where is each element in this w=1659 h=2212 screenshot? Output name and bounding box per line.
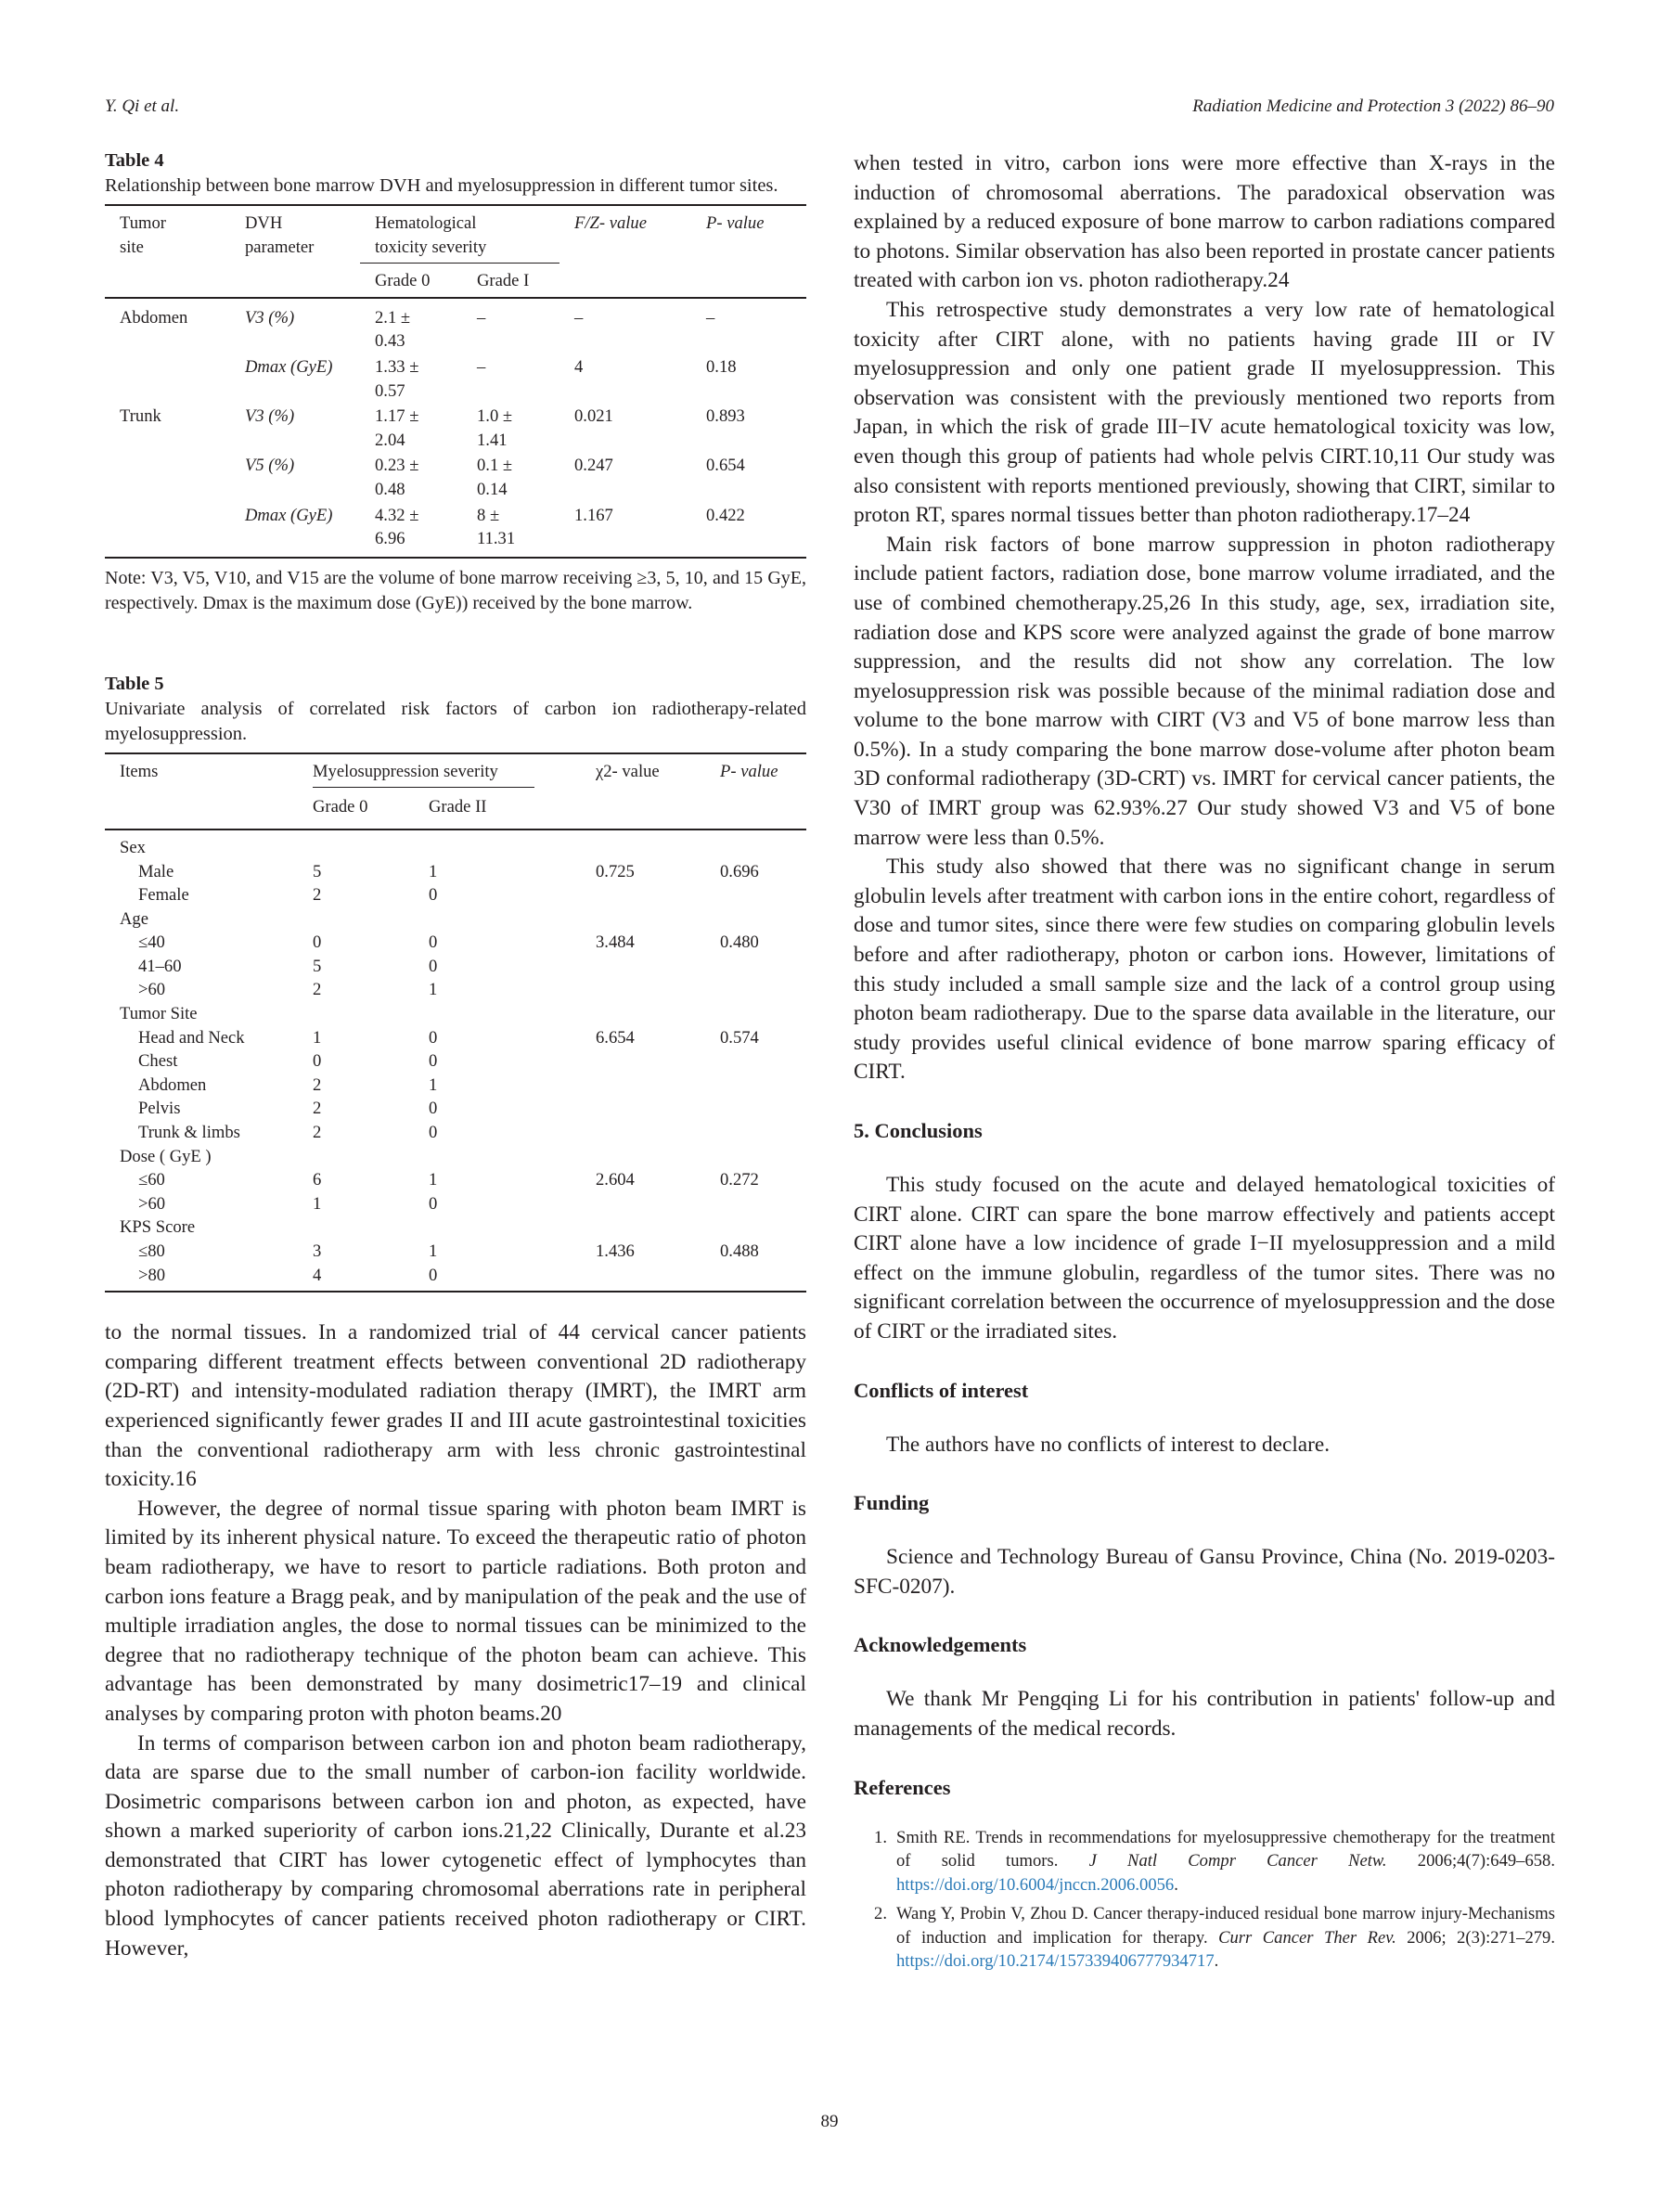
table4-cell-param: V5 (%) bbox=[245, 456, 295, 476]
reference-number: 1. bbox=[874, 1827, 887, 1847]
table4 bbox=[105, 204, 806, 559]
table-row bbox=[105, 1145, 806, 1169]
table5-cell-chi: 3.484 bbox=[596, 932, 635, 953]
table5-cell-grade0: 2 bbox=[313, 1074, 322, 1095]
table-row bbox=[105, 1215, 806, 1240]
table5-cell-grade2: 0 bbox=[429, 885, 438, 906]
table5-cell-grade2: 1 bbox=[429, 1241, 438, 1261]
table4-header-grade1: Grade I bbox=[477, 271, 530, 291]
reference-citation: 2006; 2(3):271–279. bbox=[1395, 1927, 1555, 1948]
table4-cell-param: V3 (%) bbox=[245, 307, 295, 328]
conflicts-text bbox=[854, 1431, 1555, 1460]
table5-cell-grade0 bbox=[298, 830, 414, 860]
table5-cell-grade2 bbox=[414, 1002, 581, 1026]
table5-cell-chi bbox=[581, 1097, 705, 1121]
table4-cell-p: – bbox=[706, 307, 715, 328]
table5-cell-grade2: 0 bbox=[429, 1027, 438, 1048]
table-row bbox=[105, 1168, 806, 1192]
table5-cell-item: Tumor Site bbox=[120, 1004, 198, 1024]
table5-caption-text: Univariate analysis of correlated risk factors of carbon ion radiotherapy-related myelosuppression. bbox=[105, 698, 806, 744]
table5-cell-item: Pelvis bbox=[138, 1099, 181, 1119]
table5-cell-item: Dose ( GyE ) bbox=[120, 1146, 212, 1166]
paragraph: when tested in vitro, carbon ions were more effective than X-rays in the induction of chromosomal aberrations. The paradoxical observation was explained by a reduced exposure of bone marrow to carbon radiations compared to photons. Similar observation has also been reported in prostate cancer patients treated with carbon ion vs. photon radiotherapy.24 bbox=[854, 151, 1555, 293]
table4-cell-grade0: 1.33 ± 0.57 bbox=[375, 356, 419, 401]
table5-cell-p: 0.272 bbox=[720, 1170, 759, 1190]
reference-journal: J Natl Compr Cancer Netw. bbox=[1088, 1851, 1387, 1871]
table4-cell-fz: – bbox=[574, 307, 584, 328]
table5-cell-chi bbox=[581, 1002, 705, 1026]
table-row bbox=[105, 907, 806, 932]
table-row bbox=[105, 978, 806, 1002]
table5-cell-chi bbox=[581, 830, 705, 860]
table5-cell-grade2: 0 bbox=[429, 1051, 438, 1072]
table4-cell-grade0: 1.17 ± 2.04 bbox=[375, 406, 419, 450]
table5-cell-grade0 bbox=[298, 907, 414, 932]
table5-cell-item: Age bbox=[120, 908, 148, 929]
table5-cell-p: 0.488 bbox=[720, 1241, 759, 1261]
paragraph: We thank Mr Pengqing Li for his contribution in patients' follow-up and managements of the medical records. bbox=[854, 1687, 1555, 1741]
table-row bbox=[105, 298, 806, 354]
table5-cell-grade2 bbox=[414, 1215, 581, 1240]
reference-text bbox=[896, 1902, 1555, 1974]
paragraph: In terms of comparison between carbon ion and photon beam radiotherapy, data are sparse due to the small number of carbon-ion facility worldwide. Dosimetric comparisons between carbon ion and photon, as expected, have shown a marked superiority of carbon ions.21,22 Clinically, Durante et al.23 demonstrated that CIRT has lower cytogenetic effect of lymphocytes than photon radiotherapy by comparing chromosomal aberrations rate in peripheral blood lymphocytes of cancer patients received photon radiotherapy or CIRT. However, bbox=[105, 1730, 806, 1961]
conclusions-text bbox=[854, 1171, 1555, 1347]
table5-cell-chi: 6.654 bbox=[596, 1027, 635, 1048]
section-heading-references: References bbox=[854, 1775, 951, 1799]
table5-cell-p bbox=[705, 1002, 806, 1026]
section-heading-conclusions: 5. Conclusions bbox=[854, 1119, 983, 1142]
table-row bbox=[105, 1074, 806, 1098]
paragraph: However, the degree of normal tissue sparing with photon beam IMRT is limited by its inherent physical nature. To exceed the therapeutic ratio of photon beam radiotherapy, we have to resort to particle radiations. Both proton and carbon ions feature a Bragg peak, and by manipulation of the peak and the use of multiple irradiation angles, the dose to normal tissues can be minimized to the degree that no radiotherapy technique of the photon beam can achieve. This advantage has been demonstrated by many dosimetric17–19 and clinical analyses by comparing proton with photon beams.20 bbox=[105, 1496, 806, 1726]
table5-cell-grade2: 1 bbox=[429, 1074, 438, 1095]
reference-doi-link[interactable]: https://doi.org/10.2174/157339406777934717 bbox=[896, 1951, 1215, 1972]
table5-cell-item: Trunk & limbs bbox=[138, 1123, 240, 1143]
table5-cell-grade2: 1 bbox=[429, 861, 438, 881]
table5-cell-chi bbox=[581, 883, 705, 907]
running-header-authors: Y. Qi et al. bbox=[105, 96, 180, 116]
table5-header-chi: χ2- value bbox=[581, 753, 705, 830]
table-row bbox=[105, 1121, 806, 1145]
paragraph: Main risk factors of bone marrow suppression in photon radiotherapy include patient factors, radiation dose, bone marrow volume irradiated, and the use of combined chemotherapy.25,26 In this study, age, sex, irradiation site, radiation dose and KPS score were analyzed against the grade of bone marrow suppression, and the results did not show any correlation. The low myelosuppression risk was possible because of the minimal radiation dose and volume to the bone marrow with CIRT (V3 and V5 of bone marrow less than 0.5%). In a study comparing the bone marrow dose-volume after photon beam 3D conformal radiotherapy (3D-CRT) vs. IMRT for cervical cancer patients, the V30 of IMRT group was 62.93%.27 Our study showed V3 and V5 of bone marrow were less than 0.5%. bbox=[854, 532, 1555, 850]
table5-cell-grade0: 2 bbox=[313, 1099, 322, 1119]
table5-cell-grade0: 5 bbox=[313, 956, 322, 976]
funding-text bbox=[854, 1543, 1555, 1601]
table-row bbox=[105, 1264, 806, 1292]
table5-cell-item: Male bbox=[138, 861, 174, 881]
table5-cell-grade0: 2 bbox=[313, 885, 322, 906]
table4-cell-grade1: 8 ± 11.31 bbox=[477, 505, 516, 549]
table5-cell-p bbox=[705, 1215, 806, 1240]
table5-cell-grade2: 1 bbox=[429, 980, 438, 1000]
table5-header-grade0: Grade 0 bbox=[313, 797, 368, 817]
table5-cell-grade2: 1 bbox=[429, 1170, 438, 1190]
table5-cell-chi bbox=[581, 1074, 705, 1098]
table5-cell-item: >60 bbox=[138, 1193, 166, 1214]
right-column bbox=[854, 148, 1555, 1979]
table5-cell-grade0: 5 bbox=[313, 861, 322, 881]
reference-body: Wang Y, Probin V, Zhou D. Cancer therapy-induced residual bone marrow injury-Mechanisms of induction and implication for therapy. bbox=[896, 1904, 1555, 1948]
section-heading-conflicts: Conflicts of interest bbox=[854, 1378, 1029, 1402]
table5-cell-grade0: 6 bbox=[313, 1170, 322, 1190]
reference-body: Smith RE. Trends in recommendations for myelosuppressive chemotherapy for the treatment of solid tumors. bbox=[896, 1827, 1555, 1871]
table5 bbox=[105, 752, 806, 1292]
table-row bbox=[105, 1097, 806, 1121]
table4-header-hematological: Hematological toxicity severity bbox=[375, 213, 487, 257]
table5-cell-grade0: 4 bbox=[313, 1265, 322, 1285]
table4-cell-site bbox=[105, 453, 230, 502]
table4-cell-grade1: 0.1 ± 0.14 bbox=[477, 456, 513, 499]
section-heading-acknowledgements: Acknowledgements bbox=[854, 1633, 1027, 1657]
table5-cell-p bbox=[705, 1145, 806, 1169]
table5-cell-grade0 bbox=[298, 1215, 414, 1240]
table5-cell-grade2: 0 bbox=[429, 1193, 438, 1214]
table5-cell-p bbox=[705, 955, 806, 979]
table5-cell-grade2: 0 bbox=[429, 1099, 438, 1119]
table5-header-p: P- value bbox=[705, 753, 806, 830]
table5-cell-item: Head and Neck bbox=[138, 1027, 245, 1048]
table-row bbox=[105, 1002, 806, 1026]
table-row bbox=[105, 830, 806, 860]
table4-header-tumor-site: Tumor site bbox=[120, 213, 166, 257]
table5-cell-p bbox=[705, 830, 806, 860]
table5-cell-grade2: 0 bbox=[429, 932, 438, 953]
table-row bbox=[105, 404, 806, 453]
table4-cell-p: 0.422 bbox=[706, 505, 745, 525]
table-row bbox=[105, 1049, 806, 1074]
table5-cell-grade0: 3 bbox=[313, 1241, 322, 1261]
paragraph: This retrospective study demonstrates a very low rate of hematological toxicity after CIRT alone, with no patients having grade III or IV myelosuppression and only one patient grade II myelosuppression. This observation was consistent with the previously mentioned two reports from Japan, in which the risk of grade III−IV acute hematological toxicity was low, even though this group of patients had whole pelvis CIRT.10,11 Our study was also consistent with reports mentioned previously, showing that CIRT, similar to proton RT, spares normal tissues better than photon radiotherapy.17–24 bbox=[854, 297, 1555, 528]
table5-cell-grade2: 0 bbox=[429, 1265, 438, 1285]
table5-cell-grade0 bbox=[298, 1002, 414, 1026]
paragraph: This study also showed that there was no significant change in serum globulin levels after treatment with carbon ions in the entire cohort, regardless of dose and tumor sites, since there were few studies on comparing globulin levels before and after radiotherapy, photon or carbon ions. However, limitations of this study included a small sample size and the lack of a control group using photon beam radiotherapy. Due to the sparse data available in the literature, our study provides useful clinical evidence of bone marrow sparing efficacy of CIRT. bbox=[854, 855, 1555, 1085]
table5-cell-item: Chest bbox=[138, 1051, 178, 1072]
table5-cell-item: Abdomen bbox=[138, 1074, 207, 1095]
table5-cell-chi bbox=[581, 1192, 705, 1216]
table4-note: Note: V3, V5, V10, and V15 are the volume of bone marrow receiving ≥3, 5, 10, and 15 GyE, respectively. Dmax is the maximum dose (GyE)) received by the bone marrow. bbox=[105, 567, 806, 613]
reference-journal: Curr Cancer Ther Rev. bbox=[1218, 1927, 1396, 1948]
table4-caption bbox=[105, 148, 806, 199]
table5-cell-grade2 bbox=[414, 1145, 581, 1169]
table5-cell-chi bbox=[581, 955, 705, 979]
table5-cell-item: 41–60 bbox=[138, 956, 182, 976]
table4-cell-p: 0.893 bbox=[706, 406, 745, 427]
table5-cell-p bbox=[705, 1121, 806, 1145]
table4-cell-grade0: 4.32 ± 6.96 bbox=[375, 505, 419, 549]
running-header-journal: Radiation Medicine and Protection 3 (2022) 86–90 bbox=[1192, 96, 1554, 116]
table5-cell-chi bbox=[581, 1264, 705, 1292]
table5-header-severity: Myelosuppression severity bbox=[313, 760, 534, 789]
table4-cell-grade0: 0.23 ± 0.48 bbox=[375, 456, 419, 499]
table4-header-fz: F/Z- value bbox=[559, 205, 691, 298]
table5-caption bbox=[105, 672, 806, 747]
table-row bbox=[105, 931, 806, 955]
table5-cell-p bbox=[705, 1074, 806, 1098]
paragraph: The authors have no conflicts of interest to declare. bbox=[886, 1432, 1331, 1457]
table4-cell-p: 0.654 bbox=[706, 456, 745, 476]
section-heading-funding: Funding bbox=[854, 1491, 930, 1515]
table5-cell-chi: 1.436 bbox=[596, 1241, 635, 1261]
table5-cell-item: Female bbox=[138, 885, 189, 906]
paragraph: to the normal tissues. In a randomized trial of 44 cervical cancer patients comparing different treatment effects between conventional 2D radiotherapy (2D-RT) and intensity-modulated radiation therapy (IMRT), the IMRT arm experienced significantly fewer grades II and III acute gastrointestinal toxicities than the conventional radiotherapy arm with less chronic gastrointestinal toxicity.16 bbox=[105, 1320, 806, 1492]
table5-cell-p: 0.696 bbox=[720, 861, 759, 881]
table5-cell-item: >60 bbox=[138, 980, 166, 1000]
table5-cell-item: >80 bbox=[138, 1265, 166, 1285]
table5-cell-grade0: 2 bbox=[313, 980, 322, 1000]
table5-cell-item: ≤60 bbox=[138, 1170, 165, 1190]
table-row bbox=[105, 955, 806, 979]
table4-header-p: P- value bbox=[691, 205, 806, 298]
table4-header-dvh: DVH parameter bbox=[245, 213, 315, 257]
table5-label: Table 5 bbox=[105, 673, 164, 694]
table5-cell-grade2 bbox=[414, 907, 581, 932]
reference-citation: 2006;4(7):649–658. bbox=[1386, 1851, 1556, 1871]
table4-cell-param: Dmax (GyE) bbox=[245, 356, 333, 377]
table4-caption-text: Relationship between bone marrow DVH and myelosuppression in different tumor sites. bbox=[105, 175, 778, 196]
left-body-text bbox=[105, 1318, 806, 1963]
table5-cell-grade0: 1 bbox=[313, 1027, 322, 1048]
table-row bbox=[105, 860, 806, 884]
table4-cell-grade1: – bbox=[477, 356, 486, 377]
table4-cell-p: 0.18 bbox=[706, 356, 737, 377]
reference-list bbox=[854, 1826, 1555, 1974]
acknowledgements-text bbox=[854, 1685, 1555, 1743]
table5-cell-item: KPS Score bbox=[120, 1217, 196, 1238]
table4-cell-site: Trunk bbox=[120, 406, 161, 427]
table4-cell-grade1: – bbox=[477, 307, 486, 328]
table5-cell-chi bbox=[581, 1215, 705, 1240]
table-row bbox=[105, 1192, 806, 1216]
reference-end: . bbox=[1174, 1874, 1178, 1895]
table5-cell-chi bbox=[581, 1049, 705, 1074]
table5-cell-chi: 2.604 bbox=[596, 1170, 635, 1190]
table4-cell-fz: 0.247 bbox=[574, 456, 613, 476]
table5-cell-chi bbox=[581, 1145, 705, 1169]
table5-cell-item: Sex bbox=[120, 837, 146, 857]
table5-header-items: Items bbox=[105, 753, 298, 830]
table5-cell-chi bbox=[581, 978, 705, 1002]
paragraph: Science and Technology Bureau of Gansu Province, China (No. 2019-0203-SFC-0207). bbox=[854, 1545, 1555, 1599]
table4-cell-fz: 1.167 bbox=[574, 505, 613, 525]
table4-cell-param: V3 (%) bbox=[245, 406, 295, 427]
table5-cell-item: ≤40 bbox=[138, 932, 165, 953]
table5-cell-p: 0.574 bbox=[720, 1027, 759, 1048]
table5-cell-grade0 bbox=[298, 1145, 414, 1169]
table4-label: Table 4 bbox=[105, 150, 164, 171]
right-body-text bbox=[854, 149, 1555, 1087]
table5-cell-p bbox=[705, 1097, 806, 1121]
table-row bbox=[105, 503, 806, 558]
table5-cell-p bbox=[705, 883, 806, 907]
reference-item bbox=[854, 1902, 1555, 1974]
table5-cell-item: ≤80 bbox=[138, 1241, 165, 1261]
table4-cell-fz: 4 bbox=[574, 356, 584, 377]
table-row bbox=[105, 883, 806, 907]
reference-text bbox=[896, 1826, 1555, 1897]
reference-number: 2. bbox=[874, 1904, 887, 1924]
table4-cell-site bbox=[105, 503, 230, 558]
table4-cell-site: Abdomen bbox=[120, 307, 188, 328]
table-row bbox=[105, 453, 806, 502]
table-row bbox=[105, 1240, 806, 1264]
left-column bbox=[105, 148, 806, 1963]
table5-cell-grade0: 0 bbox=[313, 1051, 322, 1072]
table5-cell-chi bbox=[581, 1121, 705, 1145]
paragraph: This study focused on the acute and delayed hematological toxicities of CIRT alone. CIRT can spare the bone marrow effectively and patients accept CIRT alone have a low incidence of grade I−II myelosuppression and a mild effect on the immune globulin, regardless of the tumor sites. There was no significant correlation between the occurrence of myelosuppression and the dose of CIRT or the irradiated sites. bbox=[854, 1173, 1555, 1344]
table5-header-grade2: Grade II bbox=[429, 797, 487, 817]
table5-cell-grade2: 0 bbox=[429, 956, 438, 976]
table5-cell-chi: 0.725 bbox=[596, 861, 635, 881]
table5-cell-grade2: 0 bbox=[429, 1123, 438, 1143]
table5-cell-grade0: 1 bbox=[313, 1193, 322, 1214]
reference-end: . bbox=[1214, 1951, 1219, 1972]
table5-cell-grade0: 0 bbox=[313, 932, 322, 953]
table-row bbox=[105, 354, 806, 404]
table4-cell-site bbox=[105, 354, 230, 404]
table5-cell-grade2 bbox=[414, 830, 581, 860]
table5-cell-p bbox=[705, 907, 806, 932]
table5-cell-p bbox=[705, 1192, 806, 1216]
table4-cell-param: Dmax (GyE) bbox=[245, 505, 333, 525]
table5-cell-chi bbox=[581, 907, 705, 932]
table4-cell-fz: 0.021 bbox=[574, 406, 613, 427]
table5-cell-p bbox=[705, 1264, 806, 1292]
page-number: 89 bbox=[820, 2112, 839, 2131]
reference-item bbox=[854, 1826, 1555, 1897]
table5-cell-p bbox=[705, 1049, 806, 1074]
table5-cell-grade0: 2 bbox=[313, 1123, 322, 1143]
table4-cell-grade1: 1.0 ± 1.41 bbox=[477, 406, 513, 450]
table5-cell-p: 0.480 bbox=[720, 932, 759, 953]
table4-cell-grade0: 2.1 ± 0.43 bbox=[375, 307, 411, 352]
table-row bbox=[105, 1026, 806, 1050]
reference-doi-link[interactable]: https://doi.org/10.6004/jnccn.2006.0056 bbox=[896, 1874, 1175, 1895]
table5-cell-p bbox=[705, 978, 806, 1002]
table4-header-grade0: Grade 0 bbox=[375, 271, 431, 291]
